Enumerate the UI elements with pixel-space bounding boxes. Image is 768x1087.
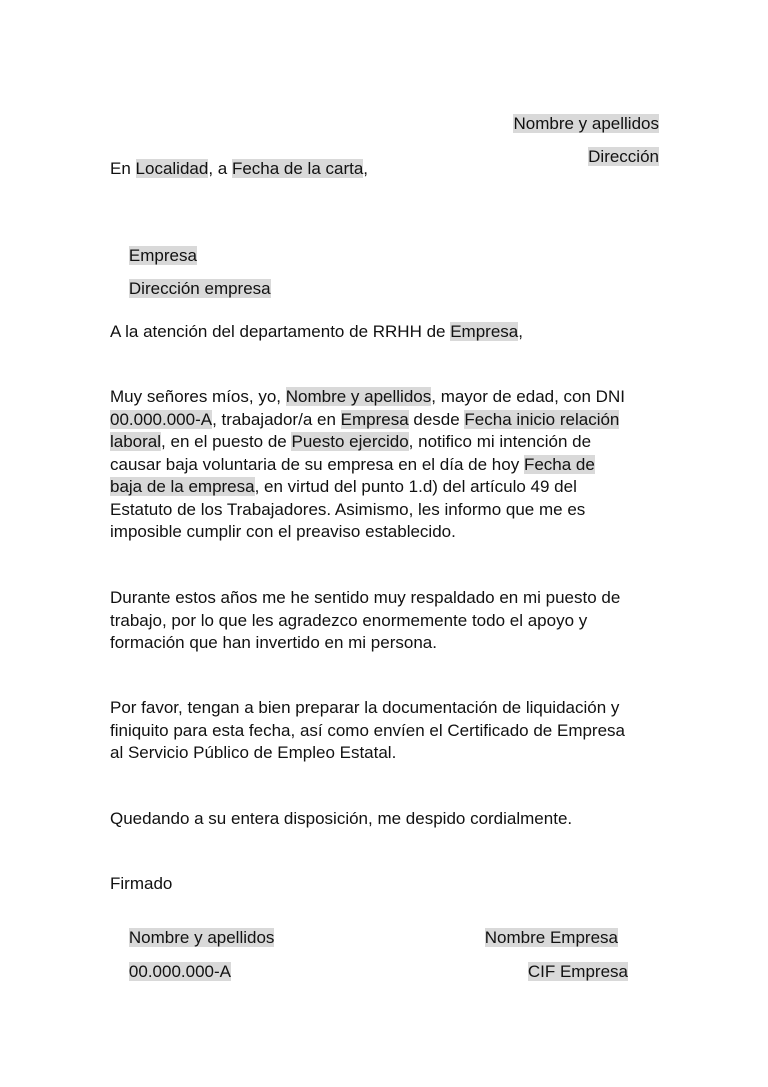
sender-address-placeholder: Dirección: [588, 147, 659, 166]
employee-dni-placeholder: 00.000.000-A: [110, 409, 213, 429]
signature-dni-placeholder: 00.000.000-A: [128, 962, 231, 981]
sender-name-placeholder: Nombre y apellidos: [513, 114, 659, 133]
start-date-placeholder: Fecha inicio relación: [464, 409, 620, 429]
signature-cif-line: [509, 939, 628, 1005]
leave-date-placeholder: Fecha de: [523, 454, 595, 474]
sender-address-line: [569, 124, 659, 190]
letter-date-placeholder: Fecha de la carta: [231, 159, 364, 178]
start-date-placeholder-cont: laboral: [110, 432, 162, 451]
signature-label: Firmado: [110, 874, 173, 893]
closing-line: Quedando a su entera disposición, me despido cordialmente.: [110, 809, 573, 828]
body-paragraph-1: Muy señores míos, yo, Nombre y apellidos, mayor de edad, con DNI 00.000.000-A, trabajador/a en Empresa desde Fecha inicio relación laboral, en el puesto de Puesto ejercido, notifico mi intención de causar baja voluntaria de su empresa en el día de hoy Fecha de baja de la empresa, en virtud del punto 1.d) del artículo 49 del Estatuto de los Trabajadores. Asimismo, les informo que me es imposible cumplir con el preaviso establecido.: [110, 387, 625, 541]
recipient-company-placeholder: Empresa: [128, 246, 197, 265]
employee-name-placeholder: Nombre y apellidos: [285, 387, 432, 406]
employer-placeholder: Empresa: [340, 409, 409, 429]
locality-placeholder: Localidad: [135, 159, 209, 178]
body-paragraph-2: Durante estos años me he sentido muy respaldado en mi puesto de trabajo, por lo que les agradezco enormemente todo el apoyo y formación que han invertido en mi persona.: [110, 588, 621, 652]
signature-name-placeholder: Nombre y apellidos: [128, 928, 275, 947]
recipient-address-line: [110, 256, 271, 322]
signature-dni-line: [110, 939, 231, 1005]
body-paragraph-3: Por favor, tengan a bien preparar la documentación de liquidación y finiquito para esta fecha, así como envíen el Certificado de Empresa al Servicio Público de Empleo Estatal.: [110, 698, 626, 762]
place-date-line: En Localidad, a Fecha de la carta,: [110, 159, 369, 178]
recipient-address-placeholder: Dirección empresa: [128, 279, 271, 298]
signature-company-placeholder: Nombre Empresa: [484, 928, 618, 947]
leave-date-placeholder-cont: baja de la empresa: [110, 477, 255, 496]
attention-line: A la atención del departamento de RRHH de Empresa,: [110, 322, 523, 341]
position-placeholder: Puesto ejercido: [291, 432, 409, 451]
signature-cif-placeholder: CIF Empresa: [527, 962, 628, 981]
attention-company-placeholder: Empresa: [450, 322, 519, 341]
